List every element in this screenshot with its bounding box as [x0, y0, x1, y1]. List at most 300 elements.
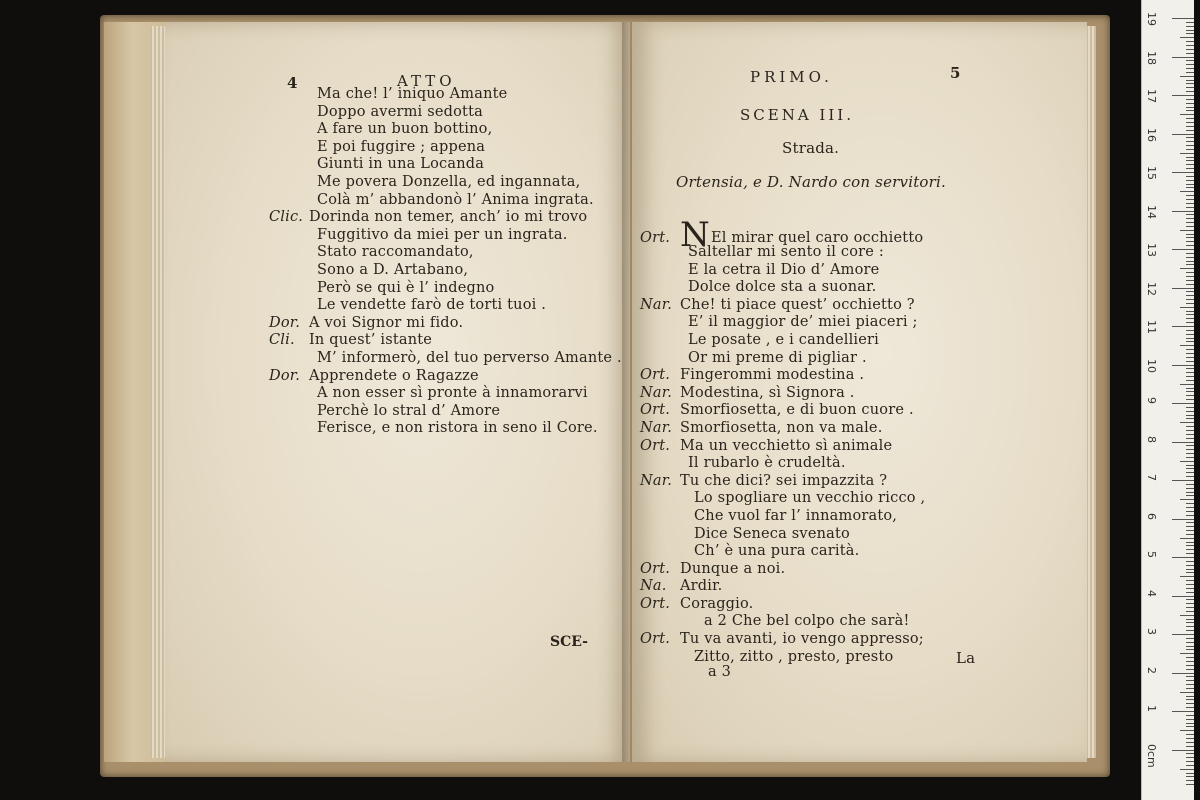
- ruler-tick: [1186, 380, 1194, 381]
- line-text: M’ informerò, del tuo perverso Amante .: [317, 349, 622, 366]
- signature-mark: a 3: [708, 664, 732, 680]
- ruler-tick: [1172, 750, 1194, 751]
- speaker-label: Nar.: [640, 384, 673, 401]
- ruler-tick: [1186, 41, 1194, 42]
- ruler-number: 15: [1145, 166, 1158, 180]
- scene-heading: SCENA III.: [740, 106, 854, 124]
- ruler-tick: [1186, 449, 1194, 450]
- ruler-tick: [1186, 145, 1194, 146]
- ruler-tick: [1186, 657, 1194, 658]
- ruler-tick: [1180, 76, 1194, 77]
- ruler-tick: [1186, 253, 1194, 254]
- ruler-tick: [1186, 207, 1194, 208]
- ruler-tick: [1186, 72, 1194, 73]
- ruler-tick: [1186, 137, 1194, 138]
- ruler-tick: [1186, 453, 1194, 454]
- ruler-tick: [1186, 649, 1194, 650]
- ruler-tick: [1186, 226, 1194, 227]
- ruler-tick: [1180, 692, 1194, 693]
- ruler-tick: [1172, 288, 1194, 289]
- ruler-tick: [1186, 157, 1194, 158]
- ruler-tick: [1186, 399, 1194, 400]
- ruler-tick: [1186, 719, 1194, 720]
- right-running-header: PRIMO.: [750, 68, 833, 86]
- ruler-tick: [1180, 230, 1194, 231]
- line-text: Me povera Donzella, ed ingannata,: [317, 173, 581, 190]
- ruler-tick: [1186, 468, 1194, 469]
- ruler-tick: [1186, 53, 1194, 54]
- ruler-number: 10: [1145, 358, 1158, 373]
- ruler-tick: [1186, 291, 1194, 292]
- ruler-tick: [1172, 249, 1194, 250]
- ruler-number: 2: [1145, 666, 1158, 674]
- ruler-tick: [1186, 264, 1194, 265]
- verse-line: [269, 192, 622, 210]
- ruler-number: 5: [1145, 551, 1158, 558]
- speaker-label: Cli.: [269, 332, 295, 349]
- ruler-tick: [1186, 592, 1194, 593]
- ruler-tick: [1186, 64, 1194, 65]
- ruler-tick: [1186, 703, 1194, 704]
- ruler-tick: [1172, 326, 1194, 327]
- verse-line: [640, 314, 925, 332]
- ruler-tick: [1186, 49, 1194, 50]
- ruler-tick: [1186, 542, 1194, 543]
- ruler-tick: [1186, 626, 1194, 627]
- left-page-number: 4: [287, 74, 298, 92]
- ruler-tick: [1172, 711, 1194, 712]
- ruler-tick: [1186, 234, 1194, 235]
- ruler-tick: [1180, 499, 1194, 500]
- ruler-tick: [1186, 276, 1194, 277]
- ruler-tick: [1186, 261, 1194, 262]
- ruler-tick: [1186, 368, 1194, 369]
- ruler-tick: [1186, 465, 1194, 466]
- ruler-tick: [1180, 422, 1194, 423]
- ruler-tick: [1186, 376, 1194, 377]
- ruler-tick: [1186, 753, 1194, 754]
- ruler-tick: [1186, 91, 1194, 92]
- line-text: Tu che dici? sei impazzita ?: [680, 472, 888, 489]
- ruler-tick: [1172, 480, 1194, 481]
- ruler-tick: [1186, 761, 1194, 762]
- verse-line: [640, 561, 925, 579]
- ruler-tick: [1180, 615, 1194, 616]
- speaker-label: Ort.: [640, 595, 671, 612]
- ruler-tick: [1186, 214, 1194, 215]
- ruler-tick: [1186, 218, 1194, 219]
- speaker-label: Ort.: [640, 402, 671, 419]
- ruler-tick: [1186, 680, 1194, 681]
- line-text: Tu va avanti, io vengo appresso;: [680, 631, 924, 648]
- ruler-tick: [1172, 596, 1194, 597]
- ruler-tick: [1186, 83, 1194, 84]
- ruler-tick: [1186, 80, 1194, 81]
- verse-line: [269, 227, 622, 245]
- ruler-tick: [1186, 299, 1194, 300]
- verse-line: [640, 455, 925, 473]
- speaker-label: Ort.: [640, 560, 671, 577]
- verse-line: [269, 368, 622, 386]
- ruler-number: 3: [1145, 628, 1158, 635]
- line-text: Fingerommi modestina .: [680, 367, 865, 384]
- scene-setting: Strada.: [782, 139, 840, 157]
- ruler-tick: [1186, 495, 1194, 496]
- ruler-tick: [1186, 110, 1194, 111]
- ruler-number: 6: [1145, 512, 1158, 520]
- ruler-tick: [1186, 353, 1194, 354]
- speaker-label: Clic.: [269, 209, 304, 226]
- line-text: Stato raccomandato,: [317, 244, 474, 261]
- speaker-label: Na.: [640, 578, 667, 595]
- line-text: Lo spogliare un vecchio ricco ,: [694, 490, 926, 507]
- speaker-label: Dor.: [269, 367, 301, 384]
- verse-line: [269, 280, 622, 298]
- ruler-tick: [1186, 372, 1194, 373]
- ruler-tick: [1186, 572, 1194, 573]
- line-text: A voi Signor mi fido.: [309, 314, 464, 331]
- ruler-tick: [1180, 307, 1194, 308]
- verse-line: [269, 385, 622, 403]
- ruler-tick: [1186, 222, 1194, 223]
- line-text: Ma un vecchietto sì animale: [680, 437, 893, 454]
- ruler-number: 0cm: [1145, 743, 1158, 768]
- ruler-tick: [1186, 149, 1194, 150]
- ruler-tick: [1180, 345, 1194, 346]
- ruler-tick: [1172, 403, 1194, 404]
- ruler-tick: [1172, 519, 1194, 520]
- drop-capital: N: [680, 215, 710, 255]
- ruler-tick: [1186, 642, 1194, 643]
- verse-line: [640, 631, 925, 649]
- ruler-tick: [1186, 272, 1194, 273]
- line-text: Dice Seneca svenato: [694, 525, 850, 542]
- right-page: [632, 22, 1087, 762]
- line-text: Ma che! l’ iniquo Amante: [317, 86, 508, 102]
- ruler-tick: [1186, 311, 1194, 312]
- ruler-tick: [1180, 461, 1194, 462]
- ruler-tick: [1186, 622, 1194, 623]
- line-text: Che! ti piace quest’ occhietto ?: [680, 296, 915, 313]
- ruler-tick: [1186, 669, 1194, 670]
- ruler-tick: [1186, 757, 1194, 758]
- line-text: Dolce dolce sta a suonar.: [688, 279, 877, 296]
- line-text: Apprendete o Ragazze: [309, 367, 479, 384]
- ruler-number: 1: [1145, 705, 1158, 712]
- ruler-tick: [1186, 22, 1194, 23]
- line-text: A non esser sì pronte à innamorarvi: [317, 385, 588, 402]
- ruler-tick: [1180, 153, 1194, 154]
- ruler-tick: [1186, 580, 1194, 581]
- ruler-tick: [1186, 126, 1194, 127]
- ruler-tick: [1186, 511, 1194, 512]
- ruler-tick: [1186, 738, 1194, 739]
- verse-line: [269, 262, 622, 280]
- speaker-label: Ort.: [640, 437, 671, 454]
- line-text: Dorinda non temer, anch’ io mi trovo: [309, 209, 588, 226]
- ruler-number: 16: [1145, 127, 1158, 142]
- ruler-tick: [1186, 334, 1194, 335]
- ruler-tick: [1186, 742, 1194, 743]
- verse-line: [269, 121, 622, 139]
- verse-line: [640, 438, 925, 456]
- verse-line: [269, 420, 622, 438]
- verse-line: [640, 385, 925, 403]
- ruler-number: 17: [1145, 89, 1158, 103]
- line-text: Smorfiosetta, non va male.: [680, 419, 883, 436]
- verse-line: [640, 649, 925, 667]
- ruler-number: 19: [1145, 12, 1158, 26]
- ruler-tick: [1186, 630, 1194, 631]
- ruler-tick: [1186, 164, 1194, 165]
- ruler-tick: [1180, 538, 1194, 539]
- verse-line: [640, 367, 925, 385]
- ruler-tick: [1186, 318, 1194, 319]
- line-text: Saltellar mi sento il core :: [688, 244, 884, 260]
- ruler-tick: [1186, 457, 1194, 458]
- line-text: E poi fuggire ; appena: [317, 138, 486, 155]
- ruler-tick: [1186, 780, 1194, 781]
- ruler-tick: [1186, 295, 1194, 296]
- ruler-tick: [1186, 68, 1194, 69]
- ruler-number: 18: [1145, 50, 1158, 65]
- verse-line: [269, 403, 622, 421]
- line-text: E’ il maggior de’ miei piaceri ;: [688, 314, 918, 331]
- ruler-number: 8: [1145, 435, 1158, 443]
- ruler-tick: [1186, 773, 1194, 774]
- ruler-tick: [1186, 314, 1194, 315]
- ruler-tick: [1186, 746, 1194, 747]
- ruler-tick: [1186, 280, 1194, 281]
- verse-line: [640, 297, 925, 315]
- ruler-tick: [1172, 18, 1194, 19]
- ruler-tick: [1186, 130, 1194, 131]
- line-text: Ch’ è una pura carità.: [694, 543, 860, 560]
- ruler-tick: [1186, 688, 1194, 689]
- ruler-tick: [1186, 661, 1194, 662]
- ruler-tick: [1186, 391, 1194, 392]
- verse-line: [640, 420, 925, 438]
- ruler-tick: [1186, 241, 1194, 242]
- ruler-tick: [1186, 684, 1194, 685]
- ruler-tick: [1186, 515, 1194, 516]
- right-catchword: La: [956, 649, 976, 667]
- ruler-tick: [1186, 361, 1194, 362]
- ruler-tick: [1186, 284, 1194, 285]
- ruler-tick: [1180, 384, 1194, 385]
- verse-line: [640, 543, 925, 561]
- verse-line: [269, 315, 622, 333]
- ruler-tick: [1186, 199, 1194, 200]
- ruler-tick: [1186, 257, 1194, 258]
- ruler-tick: [1172, 442, 1194, 443]
- ruler-tick: [1172, 634, 1194, 635]
- ruler-tick: [1186, 696, 1194, 697]
- line-text: Ferisce, e non ristora in seno il Core.: [317, 420, 598, 437]
- speaker-label: Nar.: [640, 296, 673, 313]
- verse-line: [640, 508, 925, 526]
- line-text: Ardir.: [680, 578, 723, 595]
- line-text: Fuggitivo da miei per un ingrata.: [317, 226, 568, 243]
- ruler-tick: [1186, 607, 1194, 608]
- verse-line: [640, 596, 925, 614]
- ruler-tick: [1186, 734, 1194, 735]
- verse-line: [640, 578, 925, 596]
- ruler-tick: [1186, 168, 1194, 169]
- right-text-block: [640, 244, 925, 666]
- ruler-tick: [1186, 395, 1194, 396]
- ruler-tick: [1186, 445, 1194, 446]
- ruler-tick: [1186, 45, 1194, 46]
- ruler-tick: [1186, 526, 1194, 527]
- ruler-tick: [1186, 195, 1194, 196]
- ruler-number: 12: [1145, 281, 1158, 296]
- right-page-number: 5: [950, 64, 961, 82]
- ruler-tick: [1180, 191, 1194, 192]
- ruler-tick: [1186, 561, 1194, 562]
- verse-line: [269, 244, 622, 262]
- ruler-tick: [1186, 415, 1194, 416]
- ruler-tick: [1186, 723, 1194, 724]
- ruler-number: 14: [1145, 204, 1158, 219]
- verse-line: [269, 209, 622, 227]
- ruler-tick: [1180, 576, 1194, 577]
- ruler-tick: [1186, 588, 1194, 589]
- ruler-tick: [1186, 411, 1194, 412]
- ruler-tick: [1186, 87, 1194, 88]
- verse-line: [269, 156, 622, 174]
- ruler-tick: [1186, 187, 1194, 188]
- ruler-tick: [1186, 611, 1194, 612]
- ruler-tick: [1180, 653, 1194, 654]
- verse-line: [640, 244, 925, 262]
- verse-line: [269, 104, 622, 122]
- line-text: Coraggio.: [680, 595, 754, 612]
- ruler-tick: [1186, 26, 1194, 27]
- verse-line: [640, 402, 925, 420]
- line-text: In quest’ istante: [309, 332, 433, 349]
- speaker-label: Ort.: [640, 230, 671, 246]
- ruler-tick: [1186, 180, 1194, 181]
- ruler-tick: [1186, 357, 1194, 358]
- ruler-tick: [1172, 172, 1194, 173]
- ruler-tick: [1186, 638, 1194, 639]
- ruler-tick: [1186, 434, 1194, 435]
- ruler-tick: [1172, 673, 1194, 674]
- ruler-tick: [1186, 545, 1194, 546]
- verse-line: [640, 350, 925, 368]
- verse-line: [269, 350, 622, 368]
- ruler-tick: [1186, 107, 1194, 108]
- speaker-label: Nar.: [640, 419, 673, 436]
- ruler-tick: [1172, 557, 1194, 558]
- speaker-label: Nar.: [640, 472, 673, 489]
- ruler-tick: [1186, 603, 1194, 604]
- ruler-tick: [1186, 776, 1194, 777]
- ruler-number: 11: [1145, 320, 1158, 334]
- ruler-tick: [1186, 676, 1194, 677]
- ruler-tick: [1186, 203, 1194, 204]
- line-text: Zitto, zitto , presto, presto: [694, 648, 894, 665]
- verse-line: [640, 332, 925, 350]
- ruler-tick: [1186, 472, 1194, 473]
- ruler-tick: [1186, 30, 1194, 31]
- speaker-label: Ort.: [640, 367, 671, 384]
- ruler-tick: [1186, 60, 1194, 61]
- ruler-tick: [1186, 549, 1194, 550]
- line-text: A fare un buon bottino,: [317, 121, 493, 138]
- ruler-tick: [1186, 646, 1194, 647]
- ruler-tick: [1186, 765, 1194, 766]
- ruler-tick: [1186, 245, 1194, 246]
- ruler-tick: [1172, 211, 1194, 212]
- left-catchword: SCE-: [550, 634, 588, 650]
- ruler-tick: [1186, 426, 1194, 427]
- ruler-tick: [1186, 176, 1194, 177]
- line-text: Modestina, sì Signora .: [680, 384, 855, 401]
- ruler-number: 13: [1145, 243, 1158, 257]
- ruler-tick: [1186, 507, 1194, 508]
- verse-line: [640, 526, 925, 544]
- ruler-tick: [1186, 599, 1194, 600]
- ruler-tick: [1186, 665, 1194, 666]
- line-text: Il rubarlo è crudeltà.: [688, 455, 846, 472]
- ruler-tick: [1186, 503, 1194, 504]
- ruler-tick: [1186, 160, 1194, 161]
- verse-line: [640, 262, 925, 280]
- ruler-tick: [1186, 484, 1194, 485]
- ruler-tick: [1186, 341, 1194, 342]
- ruler-tick: [1186, 430, 1194, 431]
- ruler-tick: [1180, 268, 1194, 269]
- line-text: Doppo avermi sedotta: [317, 103, 483, 120]
- ruler-tick: [1186, 184, 1194, 185]
- ruler-tick: [1186, 388, 1194, 389]
- line-text: Che vuol far l’ innamorato,: [694, 507, 898, 524]
- ruler-tick: [1186, 492, 1194, 493]
- verse-line: [640, 613, 925, 631]
- ruler-tick: [1186, 33, 1194, 34]
- ruler-tick: [1186, 534, 1194, 535]
- verse-line: [640, 473, 925, 491]
- verse-line: [640, 279, 925, 297]
- line-text: El mirar quel caro occhietto: [710, 230, 924, 246]
- ruler-tick: [1186, 488, 1194, 489]
- line-text: Or mi preme di pigliar .: [688, 349, 867, 366]
- line-text: Colà m’ abbandonò l’ Anima ingrata.: [317, 191, 594, 208]
- ruler-tick: [1186, 569, 1194, 570]
- line-text: Perchè lo stral d’ Amore: [317, 402, 501, 419]
- ruler-tick: [1186, 118, 1194, 119]
- verse-line: [269, 174, 622, 192]
- ruler-tick: [1186, 707, 1194, 708]
- ruler-tick: [1186, 418, 1194, 419]
- ruler-tick: [1186, 122, 1194, 123]
- ruler-tick: [1186, 141, 1194, 142]
- left-text-block: [269, 86, 622, 438]
- ruler-tick: [1186, 619, 1194, 620]
- ruler-tick: [1186, 522, 1194, 523]
- ruler-number: 7: [1145, 474, 1158, 481]
- verse-line: [640, 490, 925, 508]
- ruler-tick: [1186, 99, 1194, 100]
- line-text: Giunti in una Locanda: [317, 156, 485, 173]
- line-text: Dunque a noi.: [680, 560, 786, 577]
- ruler-tick: [1186, 530, 1194, 531]
- ruler-tick: [1186, 784, 1194, 785]
- ruler-number: 4: [1145, 589, 1158, 597]
- ruler-tick: [1180, 37, 1194, 38]
